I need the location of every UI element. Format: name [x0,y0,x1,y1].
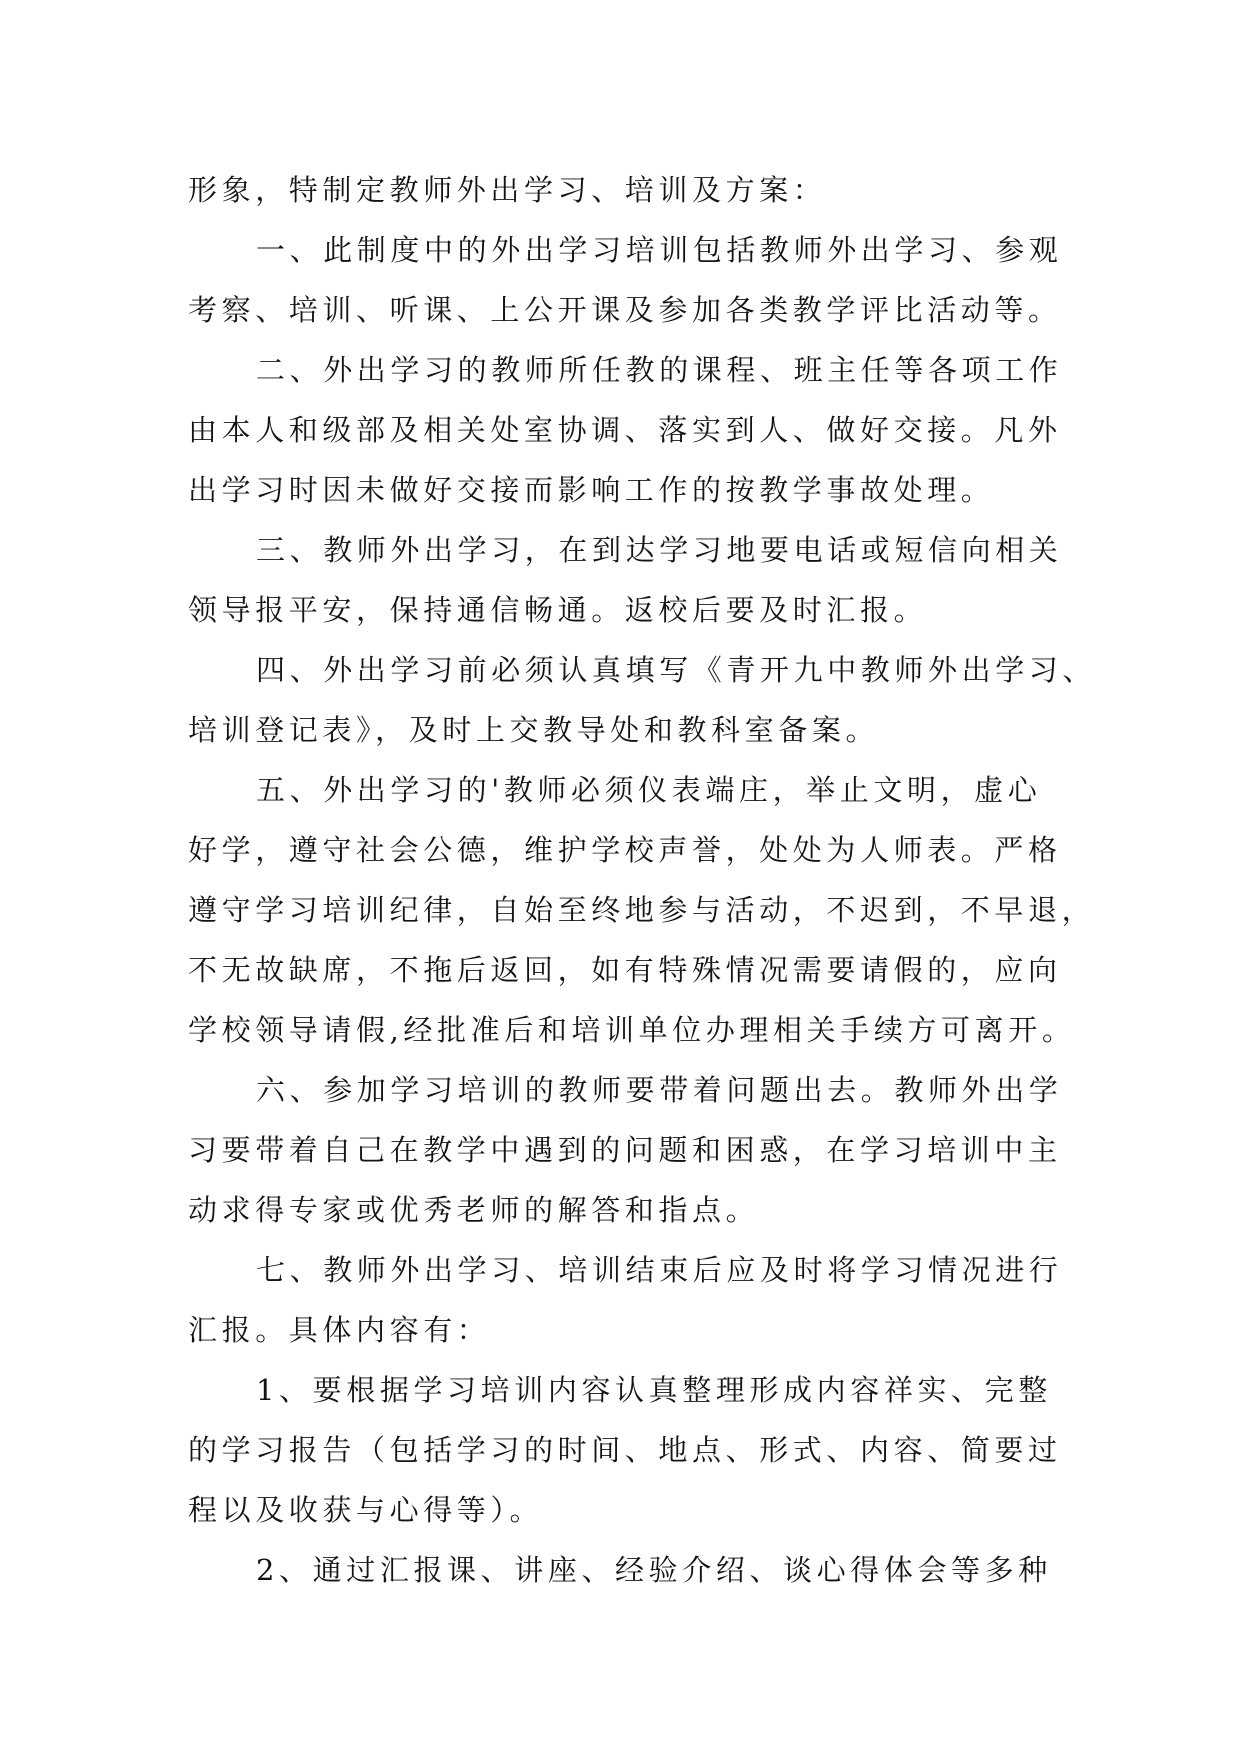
text-line: 考察、培训、听课、上公开课及参加各类教学评比活动等。 [188,293,1062,327]
text-line: 领导报平安，保持通信畅通。返校后要及时汇报。 [188,593,928,627]
text-line: 学校领导请假,经批准后和培训单位办理相关手续方可离开。 [188,1013,1076,1047]
text-line: 由本人和级部及相关处室协调、落实到人、做好交接。凡外 [188,413,1062,447]
text-line: 遵守学习培训纪律，自始至终地参与活动，不迟到，不早退， [188,893,1096,927]
paragraph-7-start: 七、教师外出学习、培训结束后应及时将学习情况进行 [256,1253,1063,1287]
paragraph-1-start: 一、此制度中的外出学习培训包括教师外出学习、参观 [256,233,1063,267]
paragraph-6-start: 六、参加学习培训的教师要带着问题出去。教师外出学 [256,1073,1063,1107]
text-line: 培训登记表》，及时上交教导处和教科室备案。 [188,713,880,747]
item-2-start: 2、通过汇报课、讲座、经验介绍、谈心得体会等多种 [256,1553,1052,1587]
text-line: 习要带着自己在教学中遇到的问题和困惑，在学习培训中主 [188,1133,1062,1167]
item-1-start: 1、要根据学习培训内容认真整理形成内容祥实、完整 [256,1373,1052,1407]
text-line: 汇报。具体内容有： [188,1313,491,1347]
text-line: 程以及收获与心得等）。 [188,1493,544,1527]
paragraph-3-start: 三、教师外出学习，在到达学习地要电话或短信向相关 [256,533,1063,567]
text-line: 动求得专家或优秀老师的解答和指点。 [188,1193,760,1227]
document-body [188,160,1097,1600]
text-line: 不无故缺席，不拖后返回，如有特殊情况需要请假的，应向 [188,953,1062,987]
paragraph-5-start: 五、外出学习的'教师必须仪表端庄，举止文明，虚心 [256,773,1042,807]
text-line: 好学，遵守社会公德，维护学校声誉，处处为人师表。严格 [188,833,1062,867]
paragraph-4-start: 四、外出学习前必须认真填写《青开九中教师外出学习、 [256,653,1097,687]
text-line: 的学习报告（包括学习的时间、地点、形式、内容、简要过 [188,1433,1062,1467]
paragraph-2-start: 二、外出学习的教师所任教的课程、班主任等各项工作 [256,353,1063,387]
text-line: 出学习时因未做好交接而影响工作的按教学事故处理。 [188,473,995,507]
text-line: 形象，特制定教师外出学习、培训及方案： [188,173,827,207]
